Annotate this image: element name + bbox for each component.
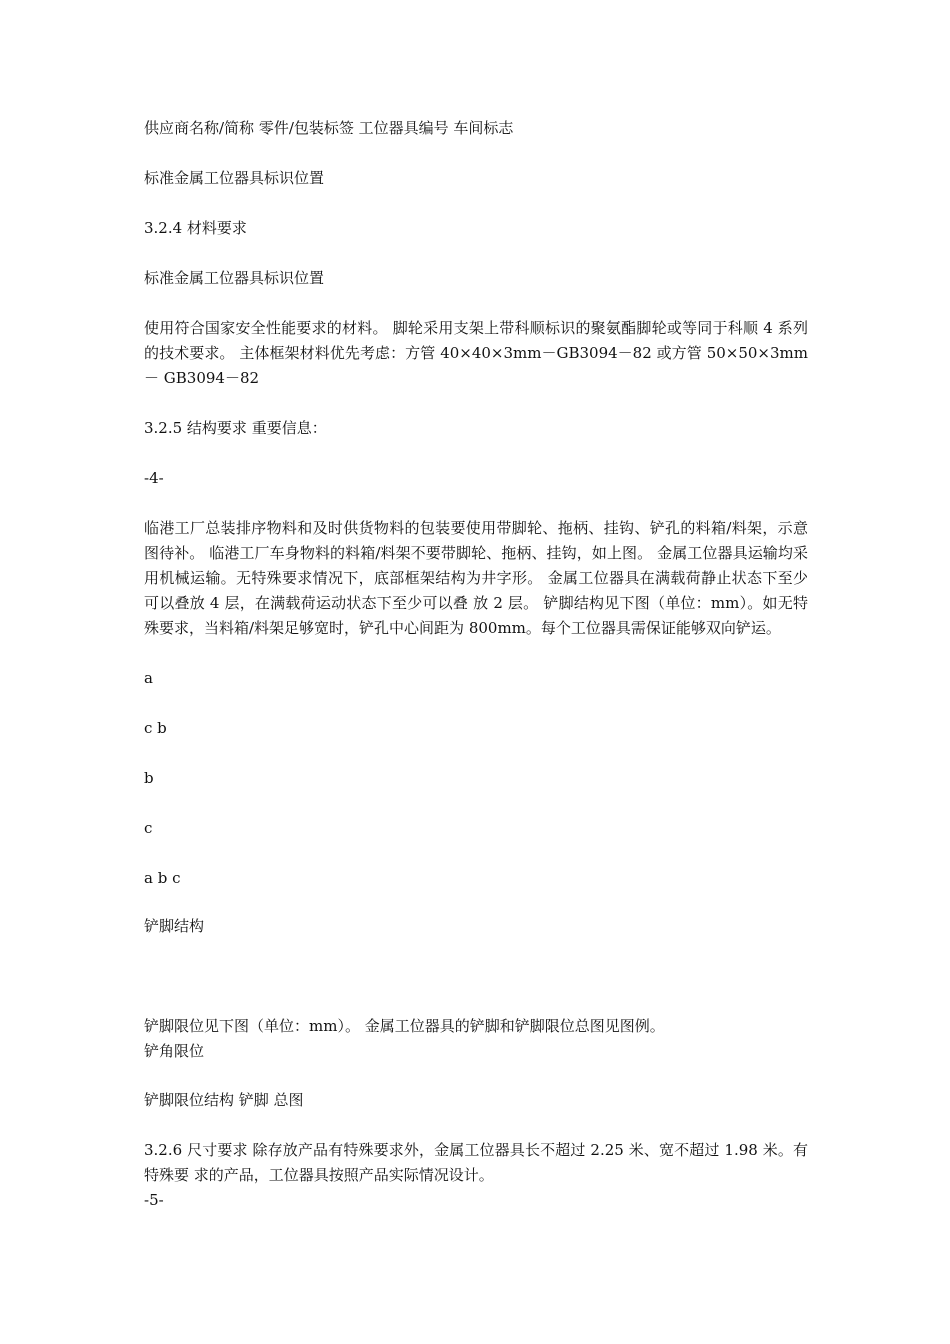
paragraph-structure-requirements: 临港工厂总装排序物料和及时供货物料的包装要使用带脚轮、拖柄、挂钩、铲孔的料箱/料架，示意图待补。 临港工厂车身物料的料箱/料架不要带脚轮、拖柄、挂钩，如上图。 金属工位器具运输均采用机械运输。无特殊要求情况下，底部框架结构为井字形。 金属工位器具在满载荷静止状态下至少可以叠放 4 层，在满载荷运动状态下至少可以叠 放 2 层。 铲脚结构见下图（单位：mm）。如无特殊要求，当料箱/料架足够宽时，铲孔中心间距为 800mm。每个工位器具需保证能够双向铲运。: [144, 519, 808, 637]
paragraph-material-requirements: 使用符合国家安全性能要求的材料。 脚轮采用支架上带科顺标识的聚氨酯脚轮或等同于科顺 4 系列的技术要求。 主体框架材料优先考虑：方管 40×40×3mm－GB3094－82 或方管 50×50×3mm－ GB3094－82: [144, 319, 808, 387]
label-list-line: 供应商名称/简称 零件/包装标签 工位器具编号 车间标志: [144, 119, 514, 137]
figure-label-c-b: c b: [144, 719, 167, 737]
paragraph-fork-foot-limit: 铲脚限位见下图（单位：mm）。 金属工位器具的铲脚和铲脚限位总图见图例。: [144, 1017, 665, 1035]
section-heading-3-2-4: 3.2.4 材料要求: [144, 219, 247, 237]
figure-label-b: b: [144, 769, 154, 787]
figure-label-a-b-c: a b c: [144, 869, 181, 887]
page-number-4: -4-: [144, 469, 164, 487]
caption-fork-angle-limit: 铲角限位: [144, 1042, 205, 1060]
figure-label-c: c: [144, 819, 153, 837]
caption-marking-position: 标准金属工位器具标识位置: [144, 169, 325, 187]
caption-fork-foot-structure: 铲脚结构: [144, 917, 205, 935]
caption-marking-position-2: 标准金属工位器具标识位置: [144, 269, 325, 287]
figure-label-a: a: [144, 669, 153, 687]
paragraph-size-requirements: 3.2.6 尺寸要求 除存放产品有特殊要求外，金属工位器具长不超过 2.25 米、宽不超过 1.98 米。有特殊要 求的产品，工位器具按照产品实际情况设计。: [144, 1141, 808, 1184]
page-number-5: -5-: [144, 1191, 164, 1209]
caption-limit-structure-list: 铲脚限位结构 铲脚 总图: [144, 1091, 304, 1109]
section-heading-3-2-5: 3.2.5 结构要求 重要信息：: [144, 419, 327, 437]
